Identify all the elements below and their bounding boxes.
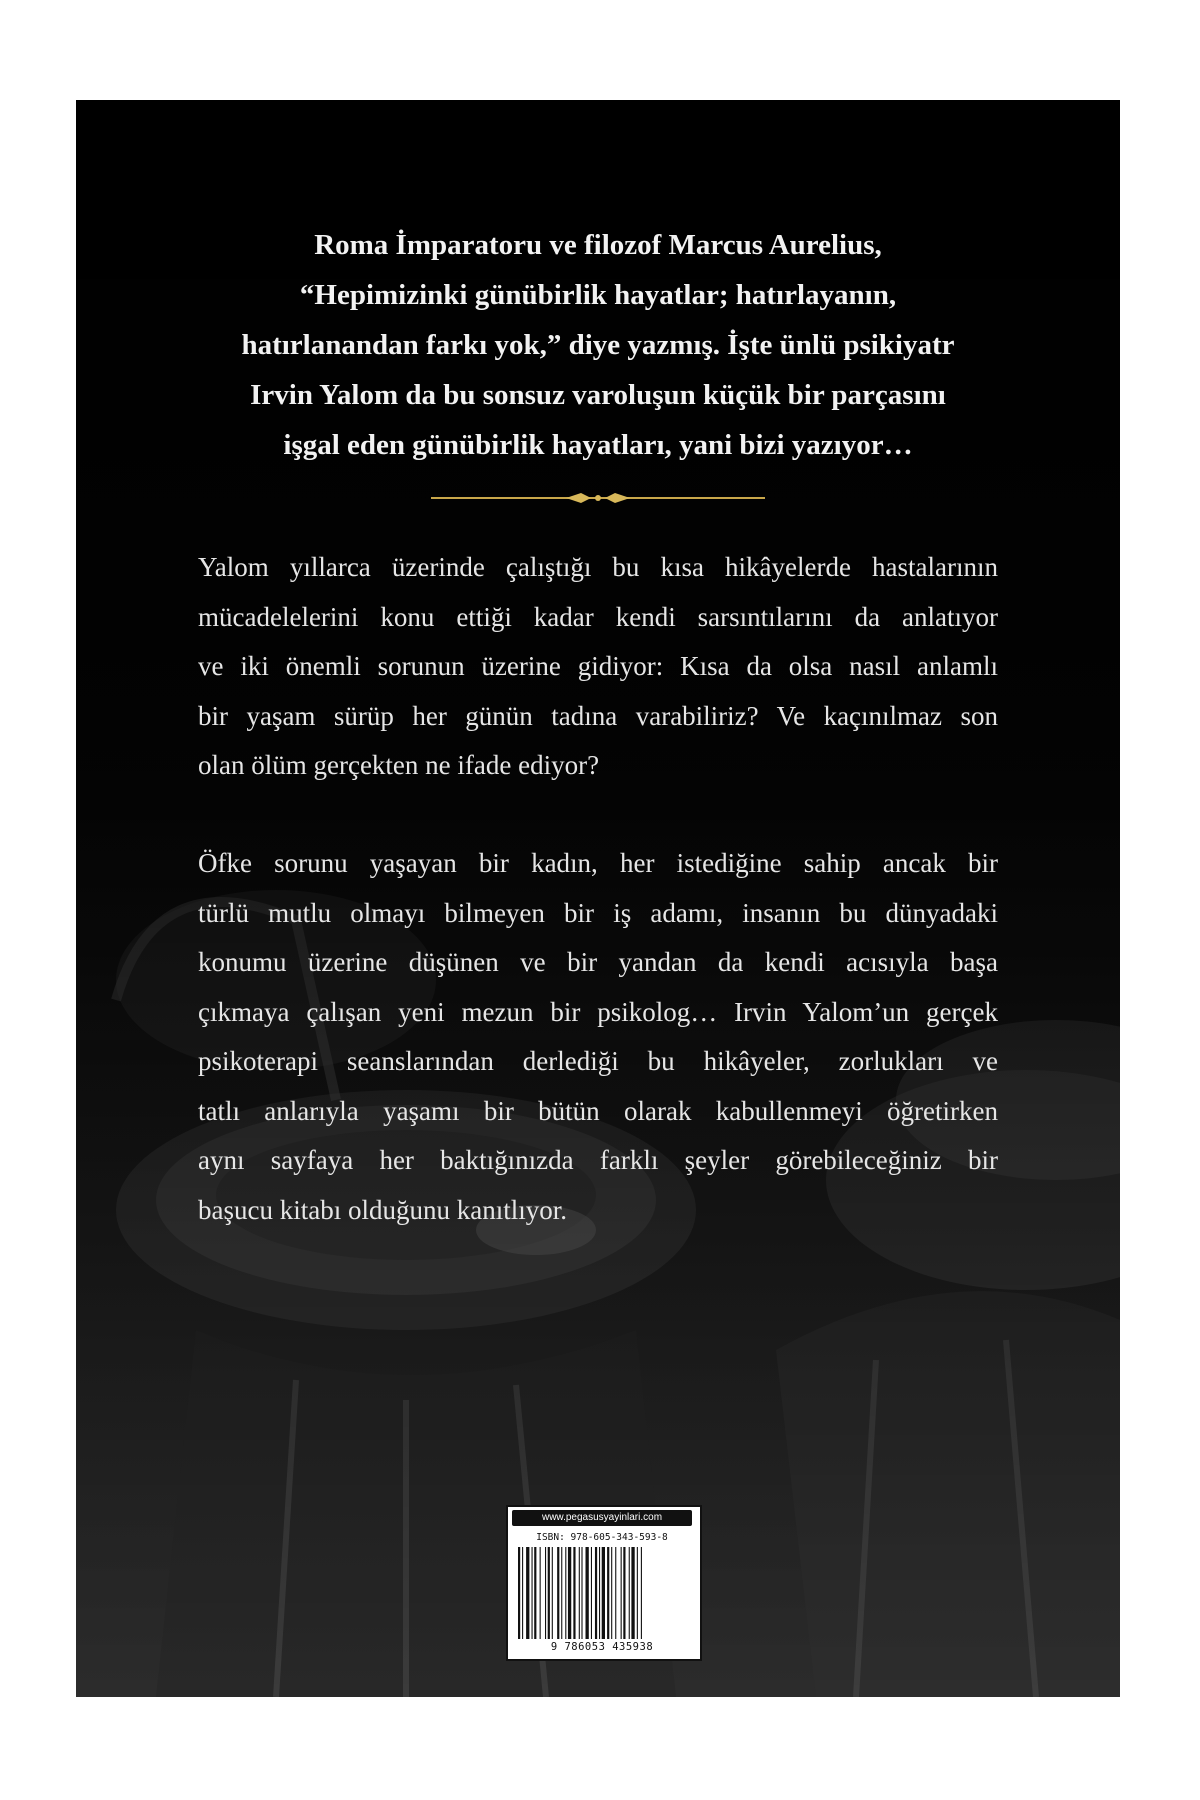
- barcode-bar: [518, 1547, 520, 1639]
- paragraph-line: ve iki önemli sorunun üzerine gidiyor: Kısa da olsa nasıl anlamlı: [198, 651, 998, 681]
- paragraph-line: Yalom yıllarca üzerinde çalıştığı bu kısa hikâyelerde hastalarının: [198, 552, 998, 582]
- barcode-bar: [552, 1547, 553, 1639]
- barcode-bar: [607, 1547, 609, 1639]
- description-paragraph-2: [198, 839, 998, 1235]
- barcode-bar: [579, 1547, 580, 1639]
- paragraph-line: başucu kitabı olduğunu kanıtlıyor.: [198, 1194, 567, 1225]
- barcode-bar: [599, 1547, 600, 1639]
- isbn-label: ISBN: 978-605-343-593-8: [536, 1532, 668, 1543]
- barcode-bar: [602, 1547, 605, 1639]
- isbn-barcode: [506, 1505, 702, 1661]
- paragraph-line: bir yaşam sürüp her günün tadına varabiliriz? Ve kaçınılmaz son: [198, 700, 998, 731]
- paragraph-line: psikoterapi seanslarından derlediği bu hikâyeler, zorlukları ve: [198, 1046, 998, 1076]
- paragraph-line: mücadelelerini konu ettiği kadar kendi sarsıntılarını da anlatıyor: [198, 601, 998, 632]
- quote-line: işgal eden günübirlik hayatları, yani bizi yazıyor…: [283, 429, 913, 461]
- paragraph-line: tatlı anlarıyla yaşamı bir bütün olarak kabullenmeyi öğretirken: [198, 1095, 998, 1126]
- barcode-bar: [637, 1547, 638, 1639]
- barcode-bar: [641, 1547, 642, 1639]
- barcode-bar: [591, 1547, 592, 1639]
- barcode-bar: [573, 1547, 575, 1639]
- barcode-bar: [561, 1547, 562, 1639]
- paragraph-line: çıkmaya çalışan yeni mezun bir psikolog… Irvin Yalom’un gerçek: [198, 996, 998, 1027]
- barcode-bar: [586, 1547, 589, 1639]
- barcode-bars: [516, 1547, 688, 1639]
- barcode-bar: [540, 1547, 541, 1639]
- book-back-cover: [76, 100, 1120, 1697]
- barcode-bar: [532, 1547, 533, 1639]
- barcode-bar: [545, 1547, 546, 1639]
- barcode-bar: [615, 1547, 616, 1639]
- quote-line: Roma İmparatoru ve filozof Marcus Aurelius,: [314, 229, 882, 261]
- paragraph-line: Öfke sorunu yaşayan bir kadın, her istediğine sahip ancak bir: [198, 848, 998, 878]
- barcode-number: 9 786053 435938: [550, 1641, 654, 1653]
- quote-line: hatırlanandan farkı yok,” diye yazmış. İşte ünlü psikiyatr: [241, 329, 955, 361]
- quote-line: “Hepimizinki günübirlik hayatlar; hatırlayanın,: [299, 279, 897, 311]
- barcode-bar: [526, 1547, 529, 1639]
- paragraph-line: türlü mutlu olmayı bilmeyen bir iş adamı, insanın bu dünyadaki: [198, 897, 998, 928]
- barcode-bar: [611, 1547, 612, 1639]
- paragraph-line: konumu üzerine düşünen ve bir yandan da kendi acısıyla başa: [198, 947, 998, 977]
- barcode-bar: [631, 1547, 634, 1639]
- publisher-url: www.pegasusyayinlari.com: [512, 1510, 692, 1526]
- barcode-bar: [565, 1547, 566, 1639]
- barcode-bar: [621, 1547, 622, 1639]
- barcode-bar: [548, 1547, 550, 1639]
- barcode-bar: [581, 1547, 582, 1639]
- barcode-bar: [623, 1547, 625, 1639]
- quote-block: [196, 220, 1000, 470]
- quote-line: Irvin Yalom da bu sonsuz varoluşun küçük bir parçasını: [250, 379, 946, 411]
- barcode-bar: [557, 1547, 559, 1639]
- ornament-divider: [431, 488, 765, 508]
- barcode-bar: [595, 1547, 597, 1639]
- barcode-bar: [629, 1547, 630, 1639]
- barcode-bar: [522, 1547, 523, 1639]
- description-paragraph-1: [198, 543, 998, 791]
- barcode-bar: [534, 1547, 536, 1639]
- barcode-bar: [568, 1547, 571, 1639]
- paragraph-line: aynı sayfaya her baktığınızda farklı şeyler görebileceğiniz bir: [198, 1145, 998, 1175]
- paragraph-line: olan ölüm gerçekten ne ifade ediyor?: [198, 750, 600, 780]
